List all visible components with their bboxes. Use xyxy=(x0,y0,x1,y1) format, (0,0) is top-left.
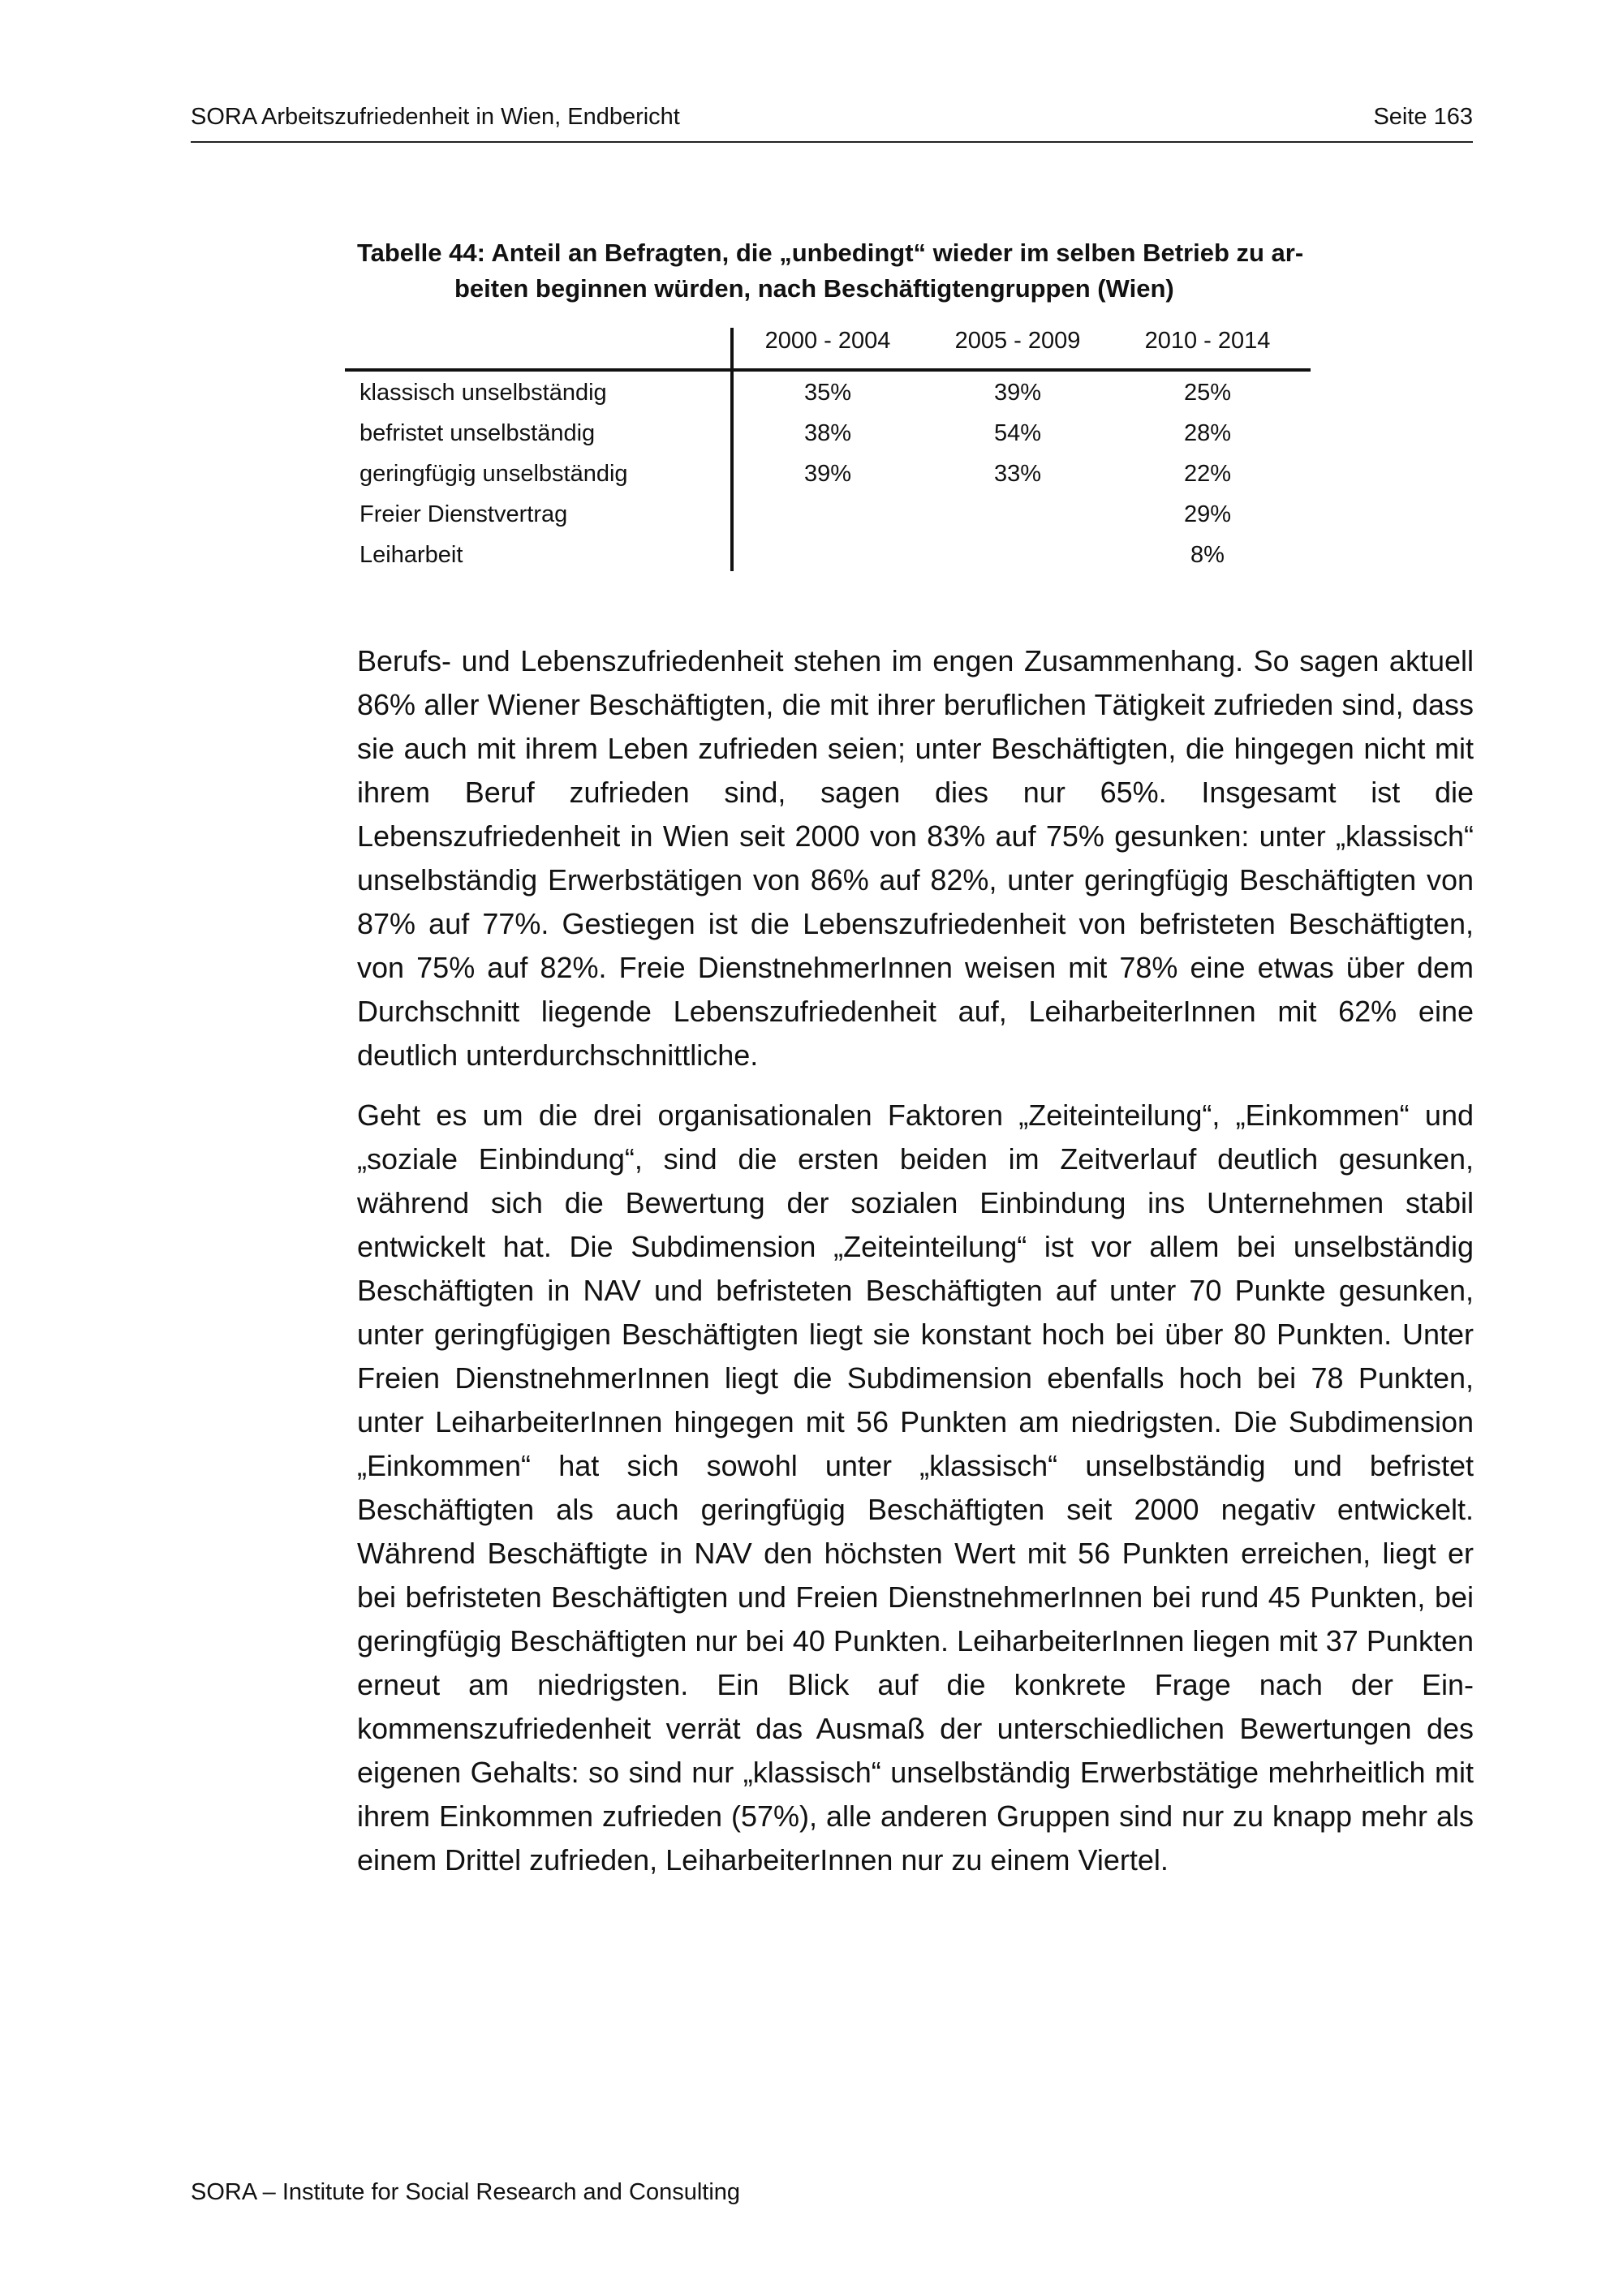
row-label: befristet unselbständig xyxy=(359,420,596,446)
table-row xyxy=(345,414,1311,454)
table-cell: 54% xyxy=(993,420,1042,446)
caption-line-2: beiten beginnen würden, nach Beschäftigtengruppen (Wien) xyxy=(454,274,1174,303)
page-number: Seite 163 xyxy=(1373,104,1473,130)
row-label: klassisch unselbständig xyxy=(359,380,607,406)
table-row xyxy=(345,373,1311,414)
page-header xyxy=(191,104,1473,143)
row-label: Freier Dienstvertrag xyxy=(359,501,568,527)
table-row xyxy=(345,454,1311,495)
caption-line-1: Tabelle 44: Anteil an Befragten, die „unbedingt“ wieder im selben Betrieb zu ar- xyxy=(357,239,1304,267)
page-footer: SORA – Institute for Social Research and Consulting xyxy=(191,2179,741,2205)
table-caption xyxy=(357,235,1420,307)
body-text xyxy=(357,639,1474,1898)
table-cell: 33% xyxy=(993,461,1042,487)
row-label: geringfügig unselbständig xyxy=(359,461,628,487)
table-cell: 25% xyxy=(1183,380,1232,406)
header-title: SORA Arbeitszufriedenheit in Wien, Endbericht xyxy=(191,104,680,130)
paragraph: Berufs- und Lebenszufriedenheit stehen im engen Zusammenhang. So sagen aktuell 86% aller Wiener Beschäftigten, die mit ihrer beruflichen Tätigkeit zufrieden sind, dass sie auch mit ihrem Leben zufrieden seien; unter Beschäftigten, die hingegen nicht mit ihrem Beruf zufrieden sind, sagen dies nur 65%. Insgesamt ist die Lebenszufriedenheit in Wien seit 2000 von 83% auf 75% gesunken: unter „klassisch“ unselbständig Erwerbstätigen von 86% auf 82%, unter geringfügig Beschäftigten von 87% auf 77%. Gestiegen ist die Lebenszufriedenheit von befristeten Beschäftigten, von 75% auf 82%. Freie DienstnehmerInnen weisen mit 78% eine etwas über dem Durchschnitt liegende Lebenszufriedenheit auf, LeiharbeiterInnen mit 62% eine deutlich unterdurchschnittliche. xyxy=(357,644,1474,1072)
table-cell: 39% xyxy=(993,380,1042,406)
table-cell: 39% xyxy=(803,461,852,487)
column-header: 2005 - 2009 xyxy=(954,328,1081,354)
table-row xyxy=(345,535,1311,576)
table-header-row xyxy=(345,318,1311,370)
row-label: Leiharbeit xyxy=(359,542,463,568)
table-cell: 29% xyxy=(1183,501,1232,527)
paragraph: Geht es um die drei organisationalen Faktoren „Zeiteinteilung“, „Einkommen“ und „soziale Einbindung“, sind die ersten beiden im Zeitverlauf deutlich gesunken, während sich die Bewertung der sozialen Einbindung ins Unternehmen stabil entwickelt hat. Die Subdimension „Zeiteinteilung“ ist vor allem bei unselbständig Beschäftigten in NAV und befristeten Beschäftigten auf unter 70 Punkte gesunken, unter geringfügigen Beschäftigten liegt sie konstant hoch bei über 80 Punkten. Unter Freien DienstnehmerInnen liegt die Subdimension ebenfalls hoch bei 78 Punkten, unter LeiharbeiterInnen hingegen mit 56 Punkten am niedrigsten. Die Subdimension „Einkommen“ hat sich sowohl unter „klassisch“ unselbständig und befristet Beschäftigten als auch geringfügig Beschäftigten seit 2000 negativ entwickelt. Während Beschäftigte in NAV den höchsten Wert mit 56 Punkten erreichen, liegt er bei befristeten Beschäftigten und Freien DienstnehmerInnen bei rund 45 Punkten, bei geringfügig Beschäftigten nur bei 40 Punkten. LeiharbeiterInnen liegen mit 37 Punkten erneut am niedrigsten. Ein Blick auf die konkrete Frage nach der Einkommenszufriedenheit verrät das Ausmaß der unterschiedlichen Bewertungen des eigenen Gehalts: so sind nur „klassisch“ unselbständig Erwerbstätige mehrheitlich mit ihrem Einkommen zufrieden (57%), alle anderen Gruppen sind nur zu knapp mehr als einem Drittel zufrieden, LeiharbeiterInnen nur zu einem Viertel. xyxy=(357,1099,1474,1877)
table-cell: 28% xyxy=(1183,420,1232,446)
column-header: 2000 - 2004 xyxy=(764,328,891,354)
table-row xyxy=(345,495,1311,535)
table-cell: 22% xyxy=(1183,461,1232,487)
table-header-rule xyxy=(345,368,1311,372)
table-cell: 8% xyxy=(1190,542,1225,568)
column-header: 2010 - 2014 xyxy=(1144,328,1271,354)
table-cell: 38% xyxy=(803,420,852,446)
table-cell: 35% xyxy=(803,380,852,406)
